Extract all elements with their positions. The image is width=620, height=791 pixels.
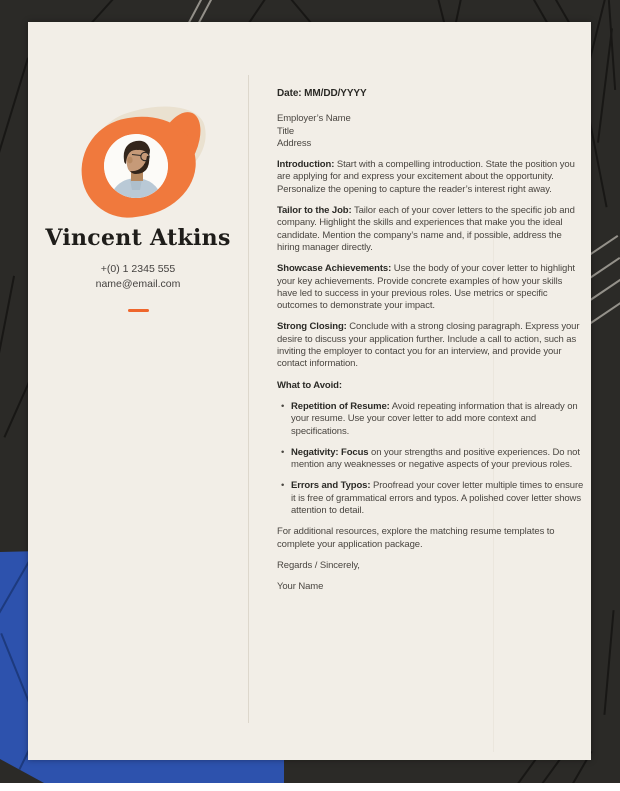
paragraph-label: Tailor to the Job: <box>277 205 352 217</box>
letter-paragraph-introduction <box>277 159 585 196</box>
profile-phone: +(0) 1 2345 555 <box>100 263 176 275</box>
letter-paragraph-tailor <box>277 205 585 254</box>
avoid-item-repetition <box>277 401 585 438</box>
recipient-title: Title <box>277 125 295 137</box>
paragraph-text: Use the body of your cover letter to highlight your key achievements. Provide concrete examples of how your skills have led to success in your previous roles. Use metrics or specific outcomes to demonstrate your impact. <box>277 263 575 312</box>
bullet-text: on your strengths and positive experiences. Do not mention any weaknesses or negative aspects of your previous roles. <box>291 446 580 471</box>
profile-contact <box>28 262 248 292</box>
background-line <box>603 610 614 715</box>
bullet-label: Negativity: Focus <box>291 446 369 458</box>
portrait-illustration <box>104 134 168 198</box>
paragraph-label: Strong Closing: <box>277 321 347 333</box>
avoid-heading: What to Avoid: <box>277 379 342 391</box>
date-line: Date: MM/DD/YYYY <box>277 88 367 99</box>
letter-paragraph-closing <box>277 321 585 370</box>
bullet-text: Avoid repeating information that is already on your resume. Use your cover letter to add more context and specifications. <box>291 400 578 437</box>
blue-accent-line <box>0 560 30 626</box>
recipient-address: Address <box>277 137 312 149</box>
paragraph-label: Showcase Achievements: <box>277 263 392 275</box>
avoid-item-errors <box>277 480 585 517</box>
bullet-label: Repetition of Resume: <box>291 400 390 412</box>
background-line <box>0 276 15 370</box>
bullet-icon: • <box>281 446 285 458</box>
background-line <box>597 28 613 142</box>
profile-photo <box>104 134 168 198</box>
signature-placeholder: Your Name <box>277 581 324 593</box>
paragraph-text: Conclude with a strong closing paragraph. Express your desire to discuss your application further. Include a call to action, such as inviting the employer to contact you for an interview, and provide your contact information. <box>277 321 580 370</box>
letter-body <box>277 88 585 603</box>
orange-divider <box>128 309 149 312</box>
bullet-label: Errors and Typos: <box>291 480 371 492</box>
recipient-block <box>277 113 585 150</box>
profile-email: name@email.com <box>95 278 181 290</box>
paragraph-label: Introduction: <box>277 159 335 171</box>
paragraph-text: Start with a compelling introduction. State the position you are applying for and express your excitement about the opportunity. Personalize the opening to capture the reader’s interest right away. <box>277 159 575 195</box>
profile-name: Vincent Atkins <box>45 225 231 251</box>
background-line <box>3 380 30 437</box>
bullet-icon: • <box>281 400 285 412</box>
background-line <box>0 58 29 183</box>
recipient-name: Employer’s Name <box>277 113 351 125</box>
paragraph-text: Tailor each of your cover letters to the specific job and company. Highlight the skills and experiences that make you the ideal candidate. Mention the company’s name and, if possible, address the hiring manager directly. <box>277 205 575 253</box>
bullet-icon: • <box>281 480 285 492</box>
bullet-text: Proofread your cover letter multiple times to ensure it is free of grammatical errors and typos. A polished cover letter shows attention to detail. <box>291 480 584 517</box>
letter-paper <box>28 22 591 760</box>
closing-note: For additional resources, explore the matching resume templates to complete your application package. <box>277 526 555 550</box>
avoid-item-negativity <box>277 447 585 472</box>
profile-photo-group <box>28 22 248 312</box>
letter-paragraph-showcase <box>277 263 585 312</box>
column-divider <box>248 75 249 723</box>
sign-off: Regards / Sincerely, <box>277 559 360 571</box>
